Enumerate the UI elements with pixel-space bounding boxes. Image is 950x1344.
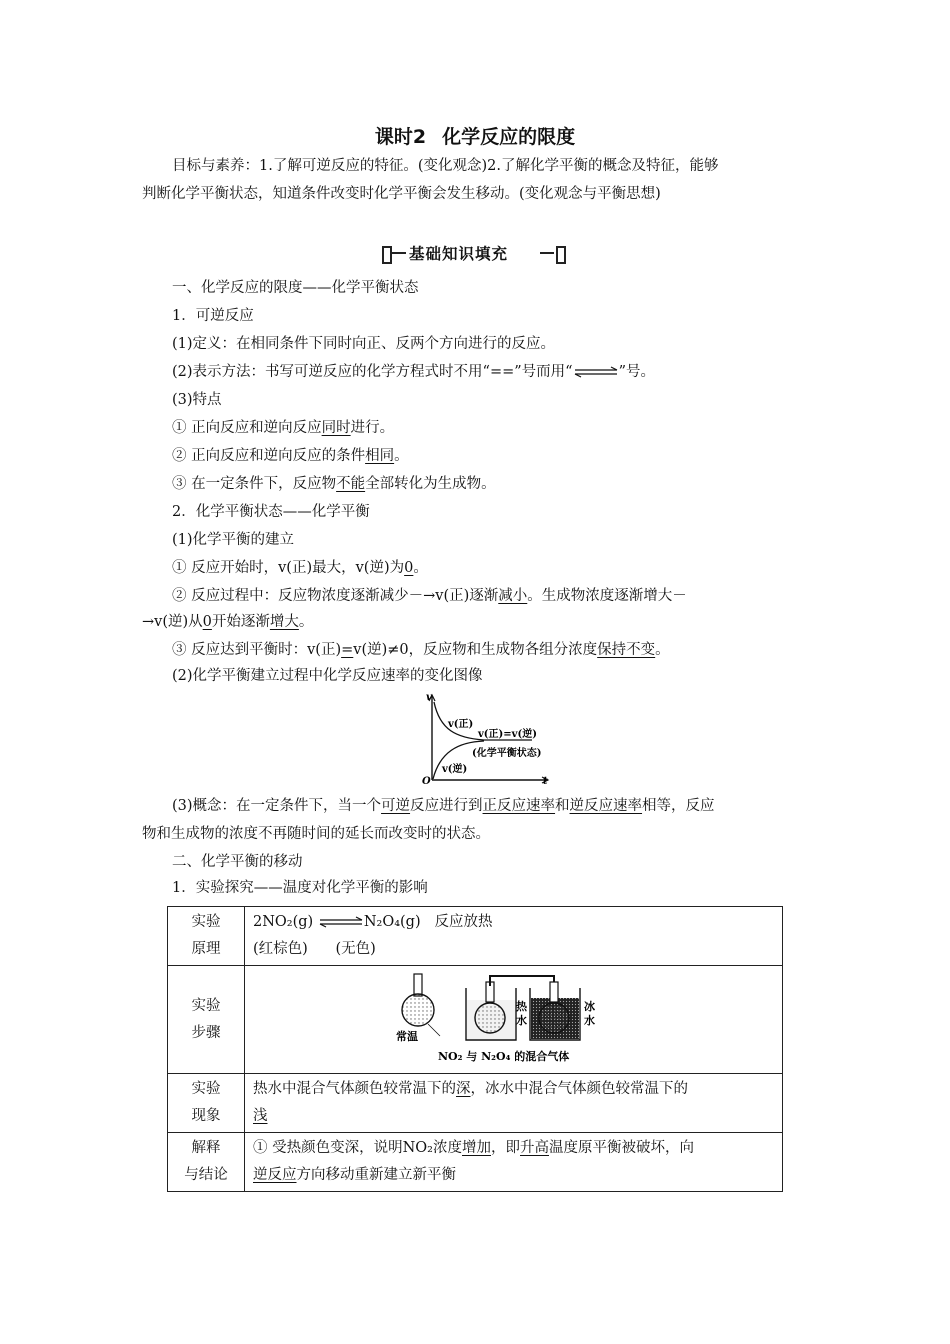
experiment-heading: 1．实验探究——温度对化学平衡的影响 — [172, 880, 428, 896]
conclusion-cell: ① 受热颜色变深，说明NO₂浓度增加，即升高温度原平衡被破坏，向 逆反应方向移动重新建立新平衡 — [245, 1133, 783, 1192]
concept-line-2: 物和生成物的浓度不再随时间的延长而改变时的状态。 — [142, 826, 490, 842]
hot-water-label-2: 水 — [515, 1014, 527, 1027]
answer-blank: 正反应速率 — [482, 798, 556, 814]
notation-post: ”号。 — [618, 364, 655, 380]
build-2: ② 反应过程中：反应物浓度逐渐减少－→v(正)逐渐减小。生成物浓度逐渐增大－ — [172, 588, 687, 604]
lesson-number: 课时2 — [374, 126, 427, 148]
sub-heading-reversible: 1．可逆反应 — [172, 308, 254, 324]
section1-heading: 一、化学反应的限度——化学平衡状态 — [172, 280, 419, 296]
mixture-caption: NO₂ 与 N₂O₄ 的混合气体 — [437, 1050, 569, 1063]
apparatus-cell — [245, 966, 783, 1074]
answer-blank: 逆反应速率 — [569, 798, 643, 814]
answer-blank: 相同 — [365, 448, 395, 464]
feature-1: ① 正向反应和逆向反应同时进行。 — [172, 420, 395, 436]
build-1: ① 反应开始时，v(正)最大，v(逆)为0。 — [172, 560, 428, 576]
concept-line-1: (3)概念：在一定条件下，当一个可逆反应进行到正反应速率和逆反应速率相等，反应 — [172, 798, 715, 814]
reverse-label: v(逆) — [442, 764, 468, 775]
page-title — [0, 122, 950, 149]
reversible-arrow-icon — [318, 916, 364, 928]
banner-label: 基础知识填充 — [409, 245, 509, 263]
axis-y-label: v — [426, 692, 432, 703]
answer-blank: 逆反应 — [253, 1167, 297, 1183]
answer-blank: 增加 — [462, 1140, 491, 1156]
lesson-topic: 化学反应的限度 — [442, 126, 576, 148]
experiment-table — [167, 906, 783, 1192]
observation-cell: 热水中混合气体颜色较常温下的深，冰水中混合气体颜色较常温下的 浅 — [245, 1074, 783, 1133]
answer-blank: 升高 — [520, 1140, 549, 1156]
forward-label: v(正) — [448, 719, 474, 730]
goals-line-1: 目标与素养：1.了解可逆反应的特征。(变化观念)2.了解化学平衡的概念及特征，能够 — [172, 158, 719, 174]
answer-blank: 0 — [202, 614, 212, 630]
principle-cell: 2NO₂(g) N₂O₄(g) 反应放热 (红棕色) (无色) — [245, 907, 783, 966]
table-row — [168, 966, 783, 1074]
equal-label: v(正)=v(逆) — [478, 729, 537, 740]
answer-blank: 可逆 — [381, 798, 411, 814]
notation-text — [172, 362, 655, 382]
feature-3: ③ 在一定条件下，反应物不能全部转化为生成物。 — [172, 476, 496, 492]
section-banner — [382, 242, 572, 264]
answer-blank: = — [341, 642, 354, 658]
normal-temp-label: 常温 — [395, 1030, 418, 1043]
section2-heading: 二、化学平衡的移动 — [172, 854, 303, 870]
answer-blank: 增大 — [269, 614, 299, 630]
answer-blank: 深 — [456, 1081, 471, 1097]
axis-x-label: t — [543, 776, 548, 786]
table-header-cell: 实验 步骤 — [168, 966, 245, 1074]
definition-text: (1)定义：在相同条件下同时向正、反两个方向进行的反应。 — [172, 336, 556, 352]
answer-blank: 0 — [404, 560, 414, 576]
answer-blank: 浅 — [253, 1108, 268, 1124]
goals-line-2: 判断化学平衡状态，知道条件改变时化学平衡会发生移动。(变化观念与平衡思想) — [142, 186, 661, 202]
rate-time-graph — [420, 690, 560, 786]
apparatus-diagram — [394, 970, 634, 1070]
table-header-cell: 实验 现象 — [168, 1074, 245, 1133]
feature-2: ② 正向反应和逆向反应的条件相同。 — [172, 448, 409, 464]
answer-blank: 同时 — [321, 420, 351, 436]
features-heading: (3)特点 — [172, 392, 222, 408]
answer-blank: 减小 — [498, 588, 528, 604]
answer-blank: 不能 — [336, 476, 366, 492]
answer-blank: 保持不变 — [597, 642, 656, 658]
reversible-arrow-icon — [573, 366, 619, 378]
table-header-cell: 解释 与结论 — [168, 1133, 245, 1192]
sub-heading-equilibrium: 2．化学平衡状态——化学平衡 — [172, 504, 370, 520]
state-label: (化学平衡状态) — [472, 748, 542, 759]
graph-caption: (2)化学平衡建立过程中化学反应速率的变化图像 — [172, 668, 483, 684]
ice-water-label-2: 水 — [583, 1014, 595, 1027]
table-header-cell: 实验 原理 — [168, 907, 245, 966]
build-heading: (1)化学平衡的建立 — [172, 532, 295, 548]
notation-pre: (2)表示方法：书写可逆反应的化学方程式时不用“==”号而用“ — [172, 364, 573, 380]
build-2-cont: →v(逆)从0开始逐渐增大。 — [142, 614, 314, 630]
table-row — [168, 1133, 783, 1192]
origin-label: O — [422, 776, 431, 786]
build-3: ③ 反应达到平衡时：v(正)=v(逆)≠0，反应物和生成物各组分浓度保持不变。 — [172, 642, 670, 658]
table-row — [168, 907, 783, 966]
table-row — [168, 1074, 783, 1133]
ice-water-label-1: 冰 — [583, 1000, 595, 1013]
hot-water-label-1: 热 — [515, 1000, 527, 1013]
